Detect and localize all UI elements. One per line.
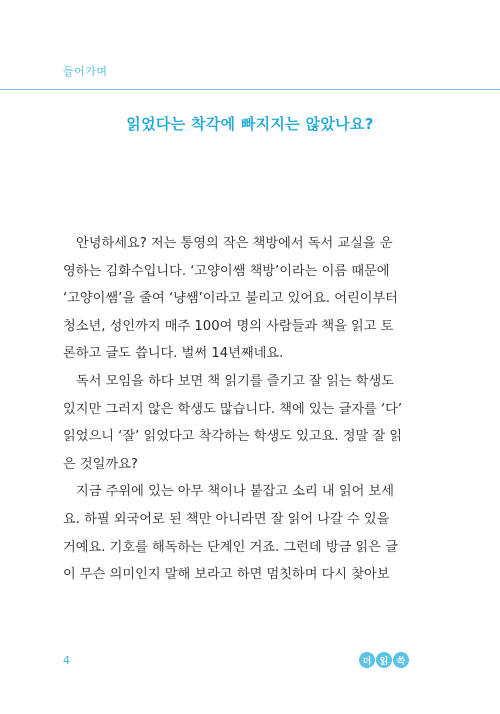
body-line: 읽었으니 ‘잘’ 읽었다고 착각하는 학생도 있고요. 정말 잘 읽 xyxy=(63,429,403,445)
body-line: ‘고양이쌤’을 줄여 ‘냥쌤’이라고 불리고 있어요. 어린이부터 xyxy=(63,291,398,307)
body-line: 안녕하세요? 저는 통영의 작은 책방에서 독서 교실을 운 xyxy=(76,236,393,251)
chapter-label: 들어가며 xyxy=(63,65,108,78)
body-line: 론하고 글도 씁니다. 벌써 14년째네요. xyxy=(63,346,284,362)
body-line: 거예요. 기호를 해독하는 단계인 거죠. 그런데 방금 읽은 글 xyxy=(63,539,398,555)
page-title: 읽었다는 착각에 빠지지는 않았나요? xyxy=(126,115,374,133)
body-text xyxy=(63,230,415,589)
brand-logo xyxy=(359,652,409,668)
body-line: 은 것일까요? xyxy=(63,456,138,472)
body-line: 지금 주위에 있는 아무 책이나 붙잡고 소리 내 읽어 보세 xyxy=(76,484,394,500)
header-divider xyxy=(0,89,500,90)
body-line: 독서 모임을 하다 보면 책 읽기를 즐기고 잘 읽는 학생도 xyxy=(76,373,394,389)
brand-logo-char: 더 xyxy=(359,652,375,668)
body-line: 이 무슨 의미인지 말해 보라고 하면 멈칫하며 다시 찾아보 xyxy=(63,567,390,583)
brand-logo-char: 읽 xyxy=(376,652,392,668)
page-number: 4 xyxy=(63,654,70,667)
body-line: 있지만 그러지 않은 학생도 많습니다. 책에 있는 글자를 ‘다’ xyxy=(63,401,403,417)
brand-logo-char: 쓱 xyxy=(393,652,409,668)
body-line: 요. 하필 외국어로 된 책만 아니라면 잘 읽어 나갈 수 있을 xyxy=(63,511,390,527)
body-line: 청소년, 성인까지 매주 100여 명의 사람들과 책을 읽고 토 xyxy=(63,318,394,334)
body-line: 영하는 김화수입니다. ‘고양이쌤 책방’이라는 이름 때문에 xyxy=(63,263,390,279)
